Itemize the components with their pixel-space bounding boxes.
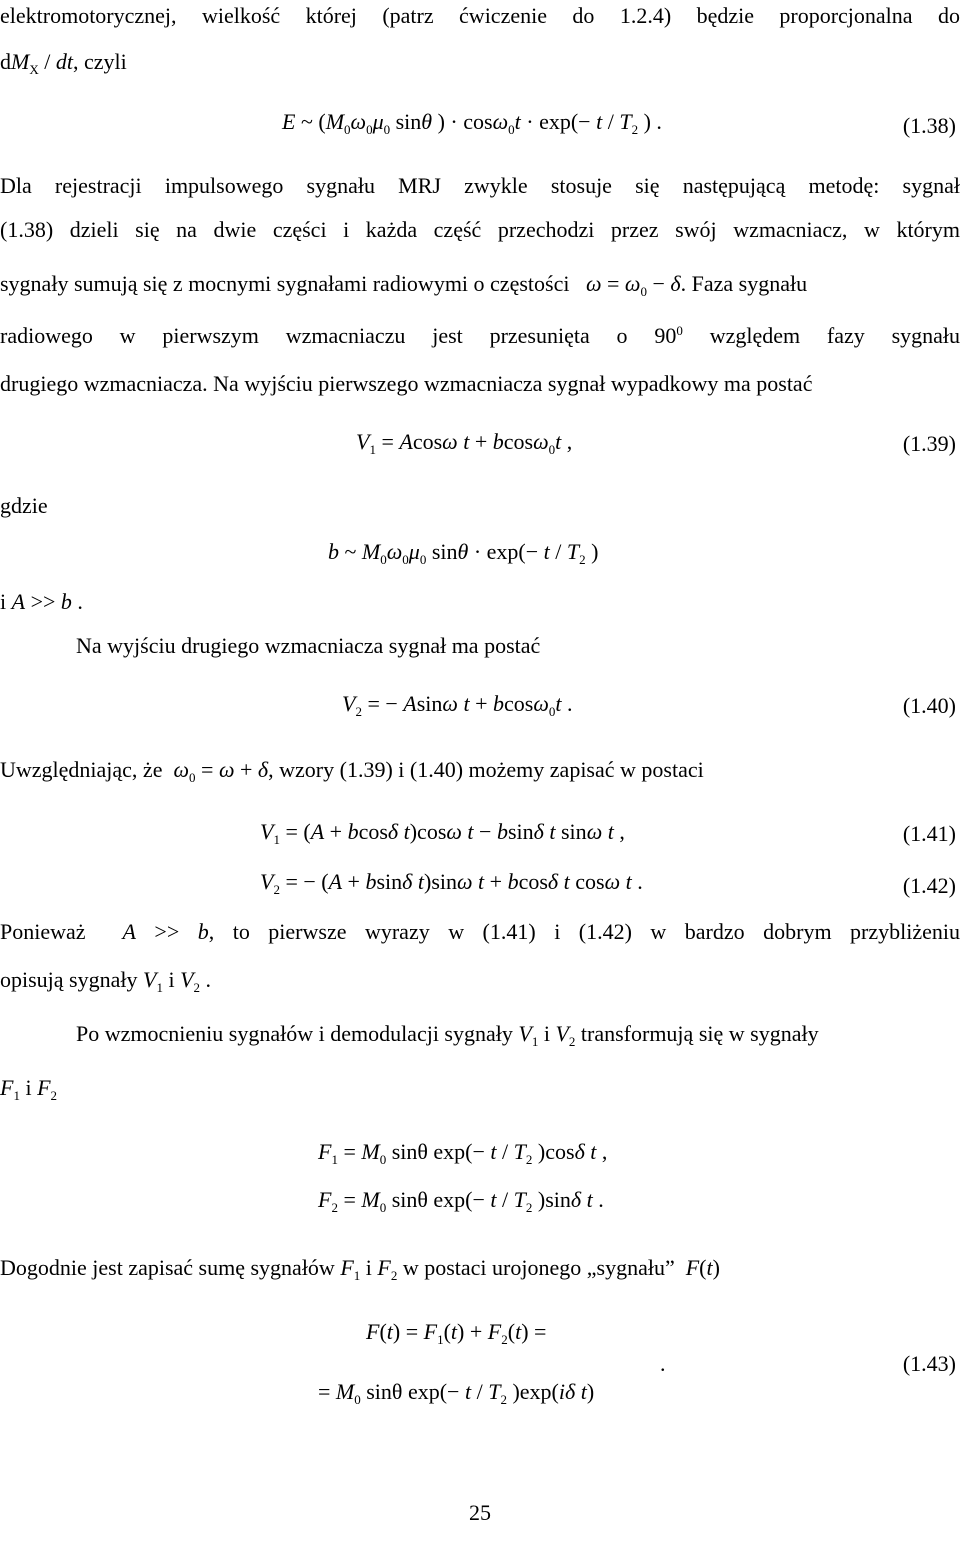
text-fragment: i — [0, 589, 7, 614]
equation-number: (1.43) — [902, 1351, 956, 1376]
text-fragment: radiowego w pierwszym wzmacniaczu jest przesunięta o — [0, 323, 628, 348]
text-fragment: , czyli — [72, 49, 127, 74]
text-fragment: i — [25, 1075, 32, 1100]
equation-number: (1.40) — [902, 693, 956, 718]
text-line: $F_1$ i $F_2$ — [0, 1075, 58, 1103]
text-fragment: Dogodnie jest zapisać sumę sygnałów — [0, 1255, 335, 1280]
text-fragment: i — [365, 1255, 372, 1280]
text-fragment: w postaci urojonego „sygnału” — [402, 1255, 675, 1280]
text-line: elektromotorycznej, wielkość której (patrz ćwiczenie do 1.2.4) będzie proporcjonalna do — [0, 3, 960, 28]
text-line: Dogodnie jest zapisać sumę sygnałów $F_1$ i $F_2$ w postaci urojonego „sygnału” F(t) — [0, 1255, 720, 1283]
equation-b: b ~ $M_0\omega_0\mu_0$ $\sin\theta \cdot \exp(- t / T_2$ ) — [328, 539, 599, 567]
equation-f1: $F_1 = M_0$ sinθ $\exp(- t / T_2$ )cosδ t , — [318, 1139, 608, 1167]
text-fragment: Ponieważ — [0, 919, 86, 944]
equation-number: (1.42) — [902, 873, 956, 898]
text-line: sygnały sumują się z mocnymi sygnałami radiowymi o częstości $\omega = \omega_0 - \delta$. Faza sygnału — [0, 271, 808, 299]
text-fragment: sygnały sumują się z mocnymi sygnałami radiowymi o częstości — [0, 271, 570, 296]
text-line: Dla rejestracji impulsowego sygnału MRJ zwykle stosuje się następującą metodę: sygnał — [0, 173, 960, 198]
text-fragment: transformują się w sygnały — [580, 1021, 819, 1046]
text-fragment: , to pierwsze wyrazy w (1.41) i (1.42) w bardzo dobrym przybliżeniu — [208, 919, 960, 944]
equation-number: (1.39) — [902, 431, 956, 456]
text-line: i A >> b . — [0, 589, 83, 614]
text-line: radiowego w pierwszym wzmacniaczu jest przesunięta o $90^0$ względem fazy sygnału — [0, 323, 960, 348]
equation-1-42: $V_2$ = − (A + bsinδ t)sinω t + bcosδ t cosω t . — [260, 869, 643, 897]
text-line: (1.38) dzieli się na dwie części i każda część przechodzi przez swój wzmacniacz, w którym — [0, 217, 960, 242]
text-fragment: Po wzmocnieniu sygnałów i demodulacji sygnały — [76, 1021, 513, 1046]
text-fragment: , wzory (1.39) i (1.40) możemy zapisać w postaci — [268, 757, 704, 782]
equation-1-38: E ~ ($M_0\omega_0\mu_0$ sinθ ) · $\cos\omega_0t \cdot \exp(- t / T_2$ ) . — [282, 109, 662, 137]
equation-1-39: $V_1 = Acos\omega$ t + bcosω$_0$t , — [356, 429, 573, 457]
text-line: gdzie — [0, 493, 48, 518]
text-line: Uwzględniając, że $\omega_0 = \omega + \delta$, wzory (1.39) i (1.40) możemy zapisać w postaci — [0, 757, 704, 785]
text-fragment: i — [543, 1021, 550, 1046]
equation-1-40: $V_2$ = − Asinω t + bcosω$_0$t . — [342, 691, 573, 719]
equation-1-43-line1: $F(t) = F_1(t) + F_2(t)$ = — [366, 1319, 547, 1347]
equation-1-43-line2: = $M_0$ sinθ $\exp(- t / T_2$ )exp(iδ t) — [318, 1379, 595, 1407]
equation-period: . — [660, 1351, 666, 1376]
text-line: Na wyjściu drugiego wzmacniacza sygnał ma postać — [76, 633, 541, 658]
text-line: $dM_X$ / dt, czyli — [0, 49, 127, 77]
text-fragment: i — [168, 967, 175, 992]
equation-number: (1.38) — [902, 113, 956, 138]
text-fragment: Uwzględniając, że — [0, 757, 163, 782]
text-line: Ponieważ A >> b, to pierwsze wyrazy w (1.41) i (1.42) w bardzo dobrym przybliżeniu — [0, 919, 960, 944]
equation-f2: $F_2 = M_0$ sinθ $\exp(- t / T_2$ )sinδ t . — [318, 1187, 604, 1215]
text-fragment: względem fazy sygnału — [709, 323, 960, 348]
text-fragment: opisują sygnały — [0, 967, 138, 992]
text-line: Po wzmocnieniu sygnałów i demodulacji sygnały $V_1$ i $V_2$ transformują się w sygnały — [76, 1021, 819, 1049]
page-number: 25 — [469, 1500, 491, 1525]
text-fragment: . Faza sygnału — [680, 271, 808, 296]
text-line: opisują sygnały $V_1$ i $V_2$ . — [0, 967, 212, 995]
equation-1-41: $V_1 = (A + bcos\delta$ t)cosω t − bsinδ t sinω t , — [260, 819, 625, 847]
equation-number: (1.41) — [902, 821, 956, 846]
text-line: drugiego wzmacniacza. Na wyjściu pierwszego wzmacniacza sygnał wypadkowy ma postać — [0, 371, 813, 396]
